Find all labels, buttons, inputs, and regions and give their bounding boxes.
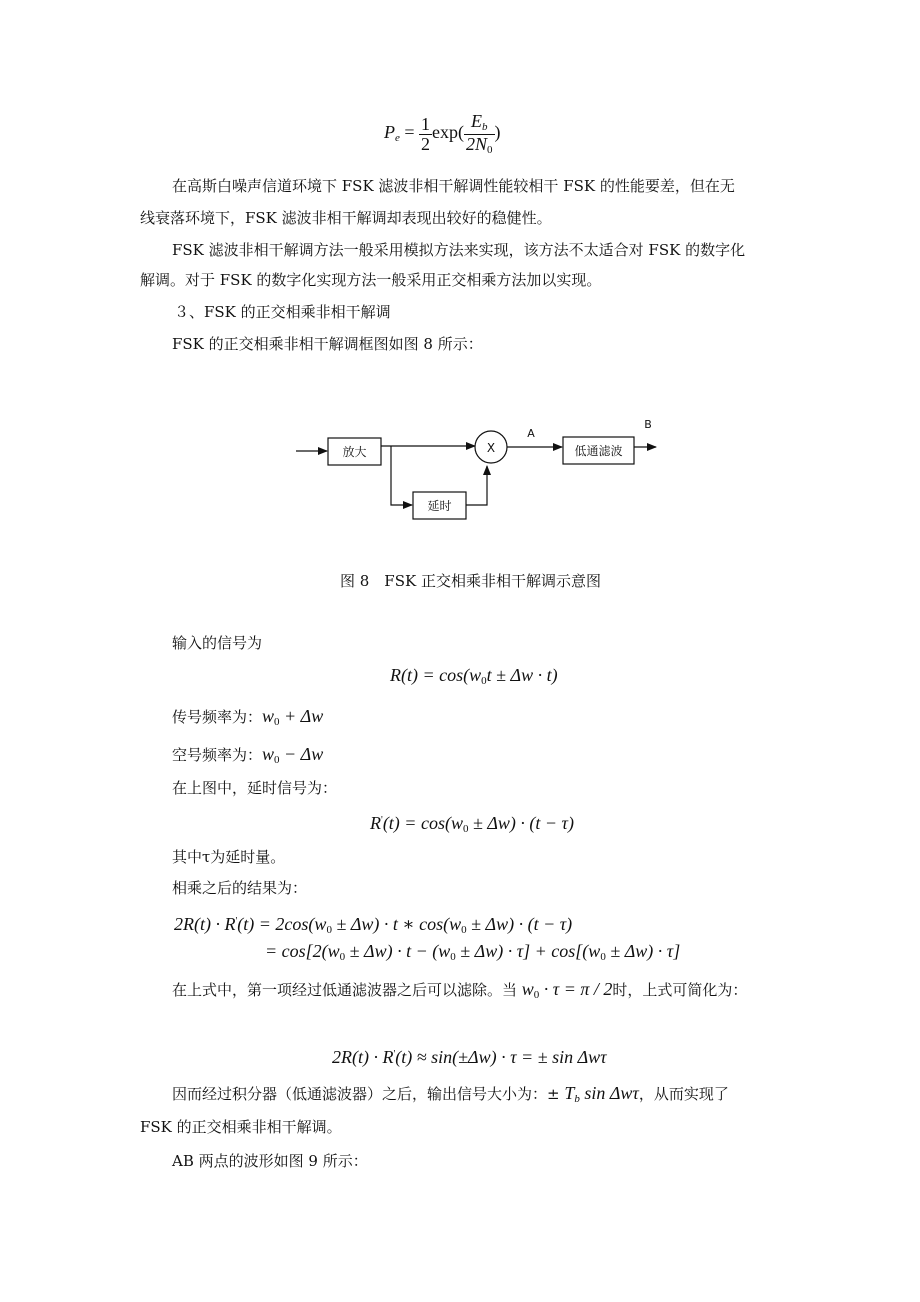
formula-pe: $P_e$ = $\frac{1}{2}$ exp( $\frac{E_b}{2N_0}$ )	[384, 111, 501, 156]
lowpass-filter-label: 低通滤波	[574, 444, 623, 458]
delay-to-mult-line	[466, 466, 487, 505]
para2-line1: FSK 滤波非相干解调方法一般采用模拟方法来实现，该方法不太适合对 FSK 的数字化	[172, 241, 746, 259]
input-label: 输入的信号为	[172, 634, 263, 652]
para2-line2: 解调。对于 FSK 的数字化实现方法一般采用正交相乘方法加以实现。	[140, 271, 602, 289]
figure9-intro: AB 两点的波形如图 9 所示：	[172, 1152, 368, 1170]
delay-label: 延时	[427, 499, 452, 513]
mult-result-label: 相乘之后的结果为：	[172, 879, 308, 897]
diagram-intro: FSK 的正交相乘非相干解调框图如图 8 所示：	[172, 335, 483, 353]
mark-frequency-label: 传号频率为：	[172, 708, 263, 726]
branch-to-delay-line	[391, 446, 412, 505]
section-heading: ３、FSK 的正交相乘非相干解调	[174, 303, 391, 321]
output-paragraph-line1: 因而经过积分器（低通滤波器）之后，输出信号大小为：± $T_b$ sin Δwτ，从而实现了	[172, 1083, 729, 1105]
space-frequency: 空号频率为：$w_0 - \Delta w$	[172, 744, 324, 766]
mark-frequency: 传号频率为：$w_0 + \Delta w$	[172, 706, 324, 728]
equation-rt: $R(t) = \cos(w_0t \pm \Delta w \cdot t)$	[390, 665, 558, 687]
equation-rprime: $R'(t) = \cos(w_0 \pm \Delta w) \cdot (t - \tau)$	[370, 813, 574, 835]
multiplier-label: X	[486, 441, 496, 455]
simplify-paragraph: 在上式中，第一项经过低通滤波器之后可以滤除。当 $w_0 \cdot \tau = \pi / 2$时，上式可简化为：	[172, 979, 748, 1001]
equation-mult-line1: $2R(t) \cdot R'(t) = 2\cos(w_0 \pm \Delta w) \cdot t$ ∗ $\cos(w_0 \pm \Delta w) \cdot (t - \tau)$	[174, 914, 573, 936]
block-diagram	[0, 400, 920, 540]
space-frequency-label: 空号频率为：	[172, 746, 263, 764]
para1-line1: 在高斯白噪声信道环境下 FSK 滤波非相干解调性能较相干 FSK 的性能要差，但在无	[172, 177, 735, 195]
output-paragraph-line2: FSK 的正交相乘非相干解调。	[140, 1118, 342, 1136]
equation-mult-line2: = $\cos[2(w_0 \pm \Delta w) \cdot t - (w_0 \pm \Delta w) \cdot \tau] + \cos[(w_0 \pm \Delta w) \cdot \tau]$	[265, 941, 681, 963]
delay-signal-label: 在上图中，延时信号为：	[172, 779, 338, 797]
figure-caption: 图 8 FSK 正交相乘非相干解调示意图	[340, 572, 601, 590]
amplifier-label: 放大	[342, 445, 367, 459]
para1-line2: 线衰落环境下，FSK 滤波非相干解调却表现出较好的稳健性。	[140, 209, 552, 227]
point-b-label: B	[644, 418, 652, 431]
point-a-label: A	[527, 427, 535, 440]
equation-approx: 2R(t) · R'(t) ≈ sin(±Δw) · τ = ± sin Δwτ	[332, 1047, 607, 1067]
tau-note: 其中τ为延时量。	[172, 848, 286, 866]
